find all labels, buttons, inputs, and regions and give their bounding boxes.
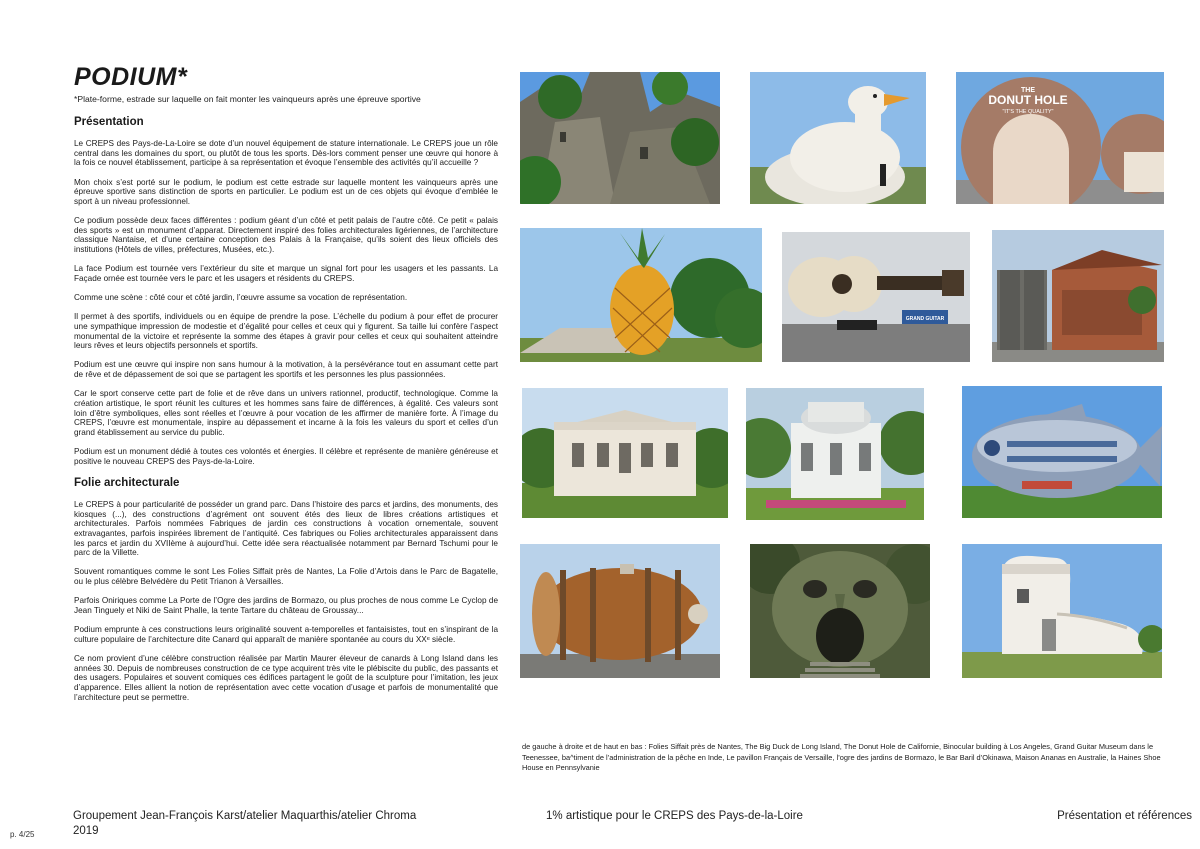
guitar-sign: GRAND GUITAR (905, 316, 945, 322)
photo-binocular-building (992, 230, 1164, 362)
presentation-paragraph: Il permet à des sportifs, individuels ou en équipe de prendre la pose. L’échelle du podium à pour effet de procurer une sympathique impression de modestie et d’égalité pour celles et ceux qui y figurent. Sa taille lui confère l’aspect monumental de la victoire et représente la somme des étapes à gravir pour celles et ceux qui souhaitent atteindre leurs rêves et leurs objectifs personnels et sportifs. (74, 312, 498, 351)
title-footnote: *Plate-forme, estrade sur laquelle on fait monter les vainqueurs après une épreuve sportive (74, 94, 421, 104)
folie-paragraph: Le CREPS à pour particularité de posséder un grand parc. Dans l’histoire des parcs et jardins, des monuments, des kiosques (...), des constructions d’agrément ont souvent étés des lieux de libres créations artistiques et architecturales. Parfois nommées Fabriques de jardin ces constructions à vocation ornementale, souvent extravagantes, parfois inspirées librement de l’antiquité. Ces fabriques ou Folies architecturales apparaissent dans les parcs et jardin du XVIIème à aujourd’hui. Cette idée sera réactualisée notamment par Bernard Tschumi pour le parc de la Villette. (74, 499, 498, 558)
footer-authors (73, 809, 493, 839)
photo-shoe-house (962, 544, 1162, 678)
presentation-paragraph: Ce podium possède deux faces différentes : podium géant d’un côté et petit palais de l’autre côté. Ce petit « palais des sports » est un monument d’apparat. Directement inspiré des folies architecturales ligériennes, de l’architecture classique Nantaise, et d’une certaine conception des Palais à la Française, qu’ils soient des lieux officiels des institutions (Hôtels de villes, préfectures, Musées, etc.). (74, 216, 498, 255)
presentation-paragraph: Comme une scène : côté cour et côté jardin, l’œuvre assume sa vocation de représentation. (74, 293, 408, 302)
page-title: PODIUM* (74, 63, 188, 91)
page-number: p. 4/25 (10, 830, 35, 839)
photo-pavillon-francais (522, 388, 728, 518)
footer-project: 1% artistique pour le CREPS des Pays-de-la-Loire (546, 810, 803, 822)
footer-section: Présentation et références (1057, 810, 1192, 822)
presentation-paragraph: Podium est une œuvre qui inspire non sans humour à la motivation, à la persévérance tout en assumant cette part de rêve et de dépassement de soi que se partagent les sportifs et les personnes les plus passionnées. (74, 360, 498, 379)
presentation-paragraph: Mon choix s’est porté sur le podium, le podium est cette estrade sur laquelle montent les vainqueurs après une épreuve sportive sans distinction de sports en particulier. Le podium est un de ces objets qui évoque d’emblée le sport à un niveau professionnel. (74, 177, 498, 206)
photo-ogre-bomarzo (750, 544, 930, 678)
donut-sign: DONUT HOLE (988, 93, 1068, 107)
presentation-paragraph: La face Podium est tournée vers l’extérieur du site et marque un signal fort pour les usagers et les passants. La Façade ornée est tournée vers le parc et les usagers et résidents du CREPS. (74, 264, 498, 283)
photo-grand-guitar (782, 232, 970, 362)
folie-paragraph: Souvent romantiques comme le sont Les Folies Siffait près de Nantes, La Folie d’Artois dans le Parc de Bagatelle, ou le plus célèbre Belvédère du Petit Trianon à Versailles. (74, 567, 498, 587)
footer-year: 2019 (73, 825, 99, 837)
section-heading-folie: Folie architecturale (74, 476, 180, 489)
photo-bar-baril (520, 544, 720, 678)
presentation-paragraph: Le CREPS des Pays-de-La-Loire se dote d’un nouvel équipement de stature internationale. Le CREPS joue un rôle central dans les domaines du sport, ou plutôt de tous les sports. Dès-lors comment penser une œuvre qui honore à la fois ce nouvel établissement, participe à sa représentation et évoque l’ensemble des activités qu’il accueille ? (74, 139, 498, 168)
photo-pavillon-bagatelle (746, 388, 924, 520)
donut-sign-tagline: "IT'S THE QUALITY" (1002, 109, 1054, 115)
photo-big-pineapple (520, 228, 762, 362)
folie-paragraph: Parfois Oniriques comme La Porte de l’Ogre des jardins de Bormazo, ou plus proches de nous comme Le Cyclop de Jean Tinguely et Niki de Saint Phalle, la tente Tartare du château de Groussay... (74, 596, 498, 615)
photo-caption: de gauche à droite et de haut en bas : Folies Siffait près de Nantes, The Big Duck de Long Island, The Donut Hole de Californie, Binocular building à Los Angeles, Grand Guitar Museum dans le Teenessee, ba^timent de l’administration de la pêche en Inde, Le pavillon Français de Versaille, l’ogre des jardins de Bormazo, le Bar Baril d’Okinawa, Maison Ananas en Australie, la Haines Shoe House en Pennsylvanie (522, 742, 1161, 773)
section-heading-presentation: Présentation (74, 116, 144, 128)
footer-authors-line1: Groupement Jean-François Karst/atelier Maquarthis/atelier Chroma (73, 810, 417, 822)
donut-sign-small: THE (1021, 87, 1035, 94)
photo-donut-hole (956, 72, 1164, 204)
photo-folies-siffait (520, 72, 720, 204)
presentation-paragraph: Car le sport conserve cette part de folie et de rêve dans un univers rationnel, productif, technologique. Comme la création artistique, le sport réunit les cultures et les hommes sans faire de différences, à égalité. Ces valeurs sont loin d’être symboliques, elles sont réelles et l’œuvre à pour vocation de les affirmer de manière forte. À l’image du CREPS, l’œuvre est monumentale, inspire au dépassement et incarne à la fois les valeurs du sport et celles d’un grand établissement au service du public. (74, 389, 498, 437)
photo-big-duck (750, 72, 926, 204)
folie-paragraph: Ce nom provient d’une célèbre construction réalisée par Martin Maurer éleveur de canards à Long Island dans les années 30. Depuis de nombreuses construction de ce type acquirent très vite le plébiscite du public, des passants et des usagers. Populaires et souvent comiques ces édifices partagent le goût de la sculpture pour l’imitation, les jeux d’apparence. Elles allient la notion de représentation avec cette vocation d’usage et parfois de monumentalité que l’architecture peut se permettre. (74, 653, 498, 702)
text-column (74, 62, 498, 712)
photo-fish-building (962, 386, 1162, 518)
presentation-paragraph: Podium est un monument dédié à toutes ces volontés et énergies. Il célèbre et représente de manière généreuse et positive le nouveau CREPS des Pays-de-la-Loire. (74, 447, 498, 466)
folie-paragraph: Podium emprunte à ces constructions leurs originalité souvent a-temporelles et fantaisistes, tout en s’inspirant de la culture populaire de l’architecture dite Canard qui apparaît de manière spontanée au cours du XXᵉ siècle. (74, 625, 498, 644)
